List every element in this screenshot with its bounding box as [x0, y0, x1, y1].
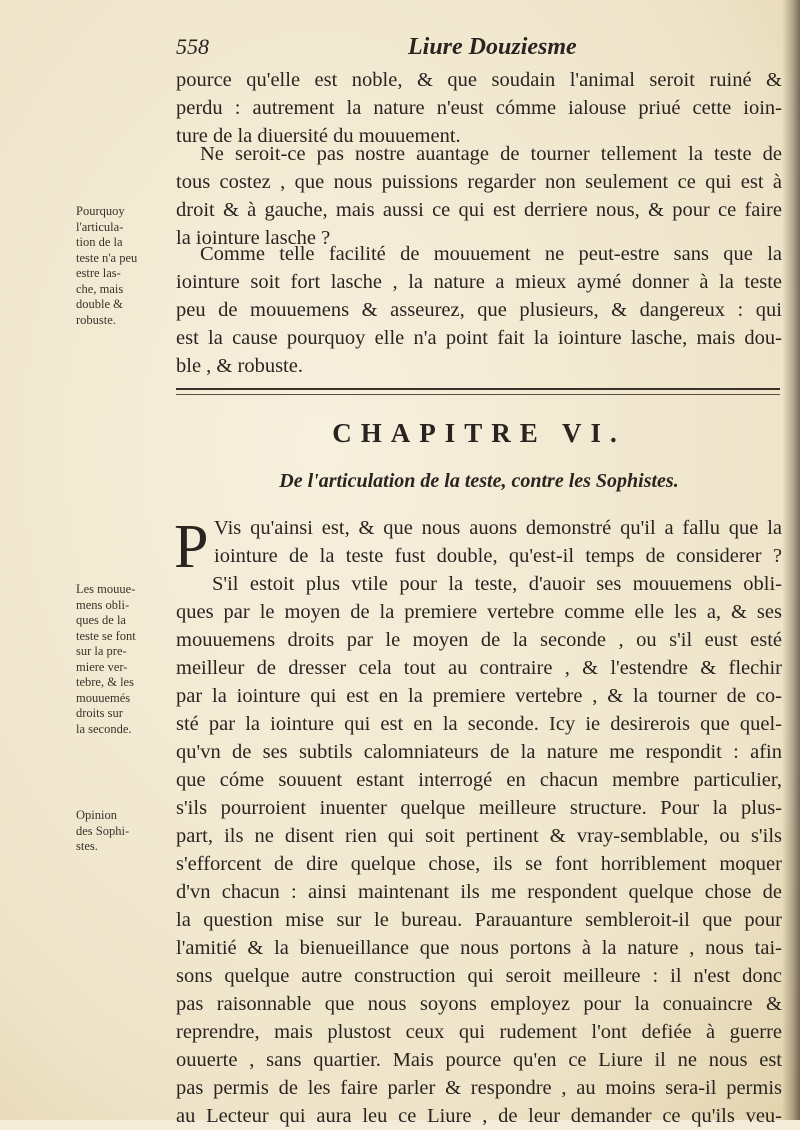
text-line: par la iointure qui est en la premiere vertebre , & la tourner de co- [176, 685, 782, 707]
margin-note-line: che, mais [76, 281, 124, 296]
margin-note-line: Opinion [76, 808, 117, 822]
text-line: s'efforcent de dire quelque chose, ils se font horriblement moquer [176, 853, 782, 875]
margin-note-line: mens obli- [76, 597, 130, 612]
page-header [176, 34, 776, 64]
second-paragraph [176, 140, 782, 252]
text-line: l'amitié & la bienueillance que nous portons à la nature , nous tai- [176, 937, 782, 959]
margin-note-line: l'articula- [76, 219, 124, 234]
top-paragraph [176, 66, 782, 150]
margin-note-line: droits sur [76, 706, 123, 720]
text-line: pas permis de les faire parler & respondre , au moins sera-il permis [176, 1077, 782, 1099]
margin-note [76, 582, 168, 737]
margin-note-line: estre las- [76, 266, 121, 280]
text-line: d'vn chacun : ainsi maintenant ils me respondent quelque chose de [176, 881, 782, 903]
text-line: meilleur de dresser cela tout au contraire , & l'estendre & flechir [176, 657, 782, 679]
margin-note-line: des Sophi- [76, 823, 130, 838]
margin-note-line: teste se font [76, 628, 136, 643]
third-paragraph [176, 240, 782, 380]
margin-note-line: stes. [76, 839, 98, 853]
text-line: part, ils ne disent rien qui soit pertinent & vray-semblable, ou s'ils [176, 825, 782, 847]
drop-cap: P [174, 513, 209, 581]
text-line: peu de mouuemens & asseurez, que plusieurs, & dangereux : qui [176, 299, 782, 321]
text-line: droit & à gauche, mais aussi ce qui est derriere nous, & pour ce faire [176, 199, 782, 221]
margin-note-line: Pourquoy [76, 204, 125, 218]
margin-note-line: teste n'a peu [76, 250, 138, 265]
horizontal-rule [176, 388, 780, 395]
text-line: s'ils pourroient inuenter quelque meilleure structure. Pour la plus- [176, 797, 782, 819]
margin-note-line: Les mouue- [76, 582, 136, 596]
text-line: est la cause pourquoy elle n'a point fait la iointure lasche, mais dou- [176, 327, 782, 349]
margin-note-line: la seconde. [76, 721, 132, 736]
margin-note-line: tebre, & les [76, 675, 134, 689]
margin-note [76, 204, 168, 328]
text-line: Comme telle facilité de mouuement ne peut-estre sans que la [200, 243, 782, 265]
text-line: mouuemens droits par le moyen de la seconde , ou s'il eust esté [176, 629, 782, 651]
margin-note-line: ques de la [76, 613, 126, 627]
margin-note-line: double & [76, 297, 123, 311]
text-line: S'il estoit plus vtile pour la teste, d'auoir ses mouuemens obli- [212, 573, 782, 595]
chapter-opening-lines [214, 514, 782, 570]
text-line: ques par le moyen de la premiere vertebre comme elle les a, & ses [176, 601, 782, 623]
margin-note [76, 808, 168, 855]
text-line: Ne seroit-ce pas nostre auantage de tourner tellement la teste de [200, 143, 782, 165]
text-line: tous costez , que nous puissions regarder non seulement ce qui est à [176, 171, 782, 193]
margin-note-line: tion de la [76, 235, 123, 249]
text-line: sté par la iointure qui est en la seconde. Icy ie desirerois que quel- [176, 713, 782, 735]
margin-note-line: sur la pre- [76, 644, 127, 658]
text-line: reprendre, mais plustost ceux qui rudement l'ont defiée à guerre [176, 1021, 782, 1043]
running-title: Liure Douziesme [408, 34, 577, 60]
chapter-body [176, 570, 782, 1130]
chapter-subtitle: De l'articulation de la teste, contre les Sophistes. [279, 470, 679, 492]
page-number: 558 [176, 34, 209, 59]
text-line: ouuerte , sans quartier. Mais pource qu'en ce Liure il ne nous est [176, 1049, 782, 1071]
text-line: pource qu'elle est noble, & que soudain l'animal seroit ruiné & [176, 69, 782, 91]
text-line: iointure de la teste fust double, qu'est-il temps de considerer ? [214, 545, 782, 567]
margin-note-line: miere ver- [76, 659, 128, 674]
text-line: iointure soit fort lasche , la nature a mieux aymé donner à la teste [176, 271, 782, 293]
text-line: qu'vn de ses subtils calomniateurs de la nature me respondit : afin [176, 741, 782, 763]
text-line: pas raisonnable que nous soyons employez pour la conuaincre & [176, 993, 782, 1015]
text-line: Vis qu'ainsi est, & que nous auons demonstré qu'il a fallu que la [214, 517, 782, 539]
text-line: au Lecteur qui aura leu ce Liure , de leur demander ce qu'ils veu- [176, 1105, 782, 1127]
text-line: ble , & robuste. [176, 355, 303, 377]
text-line: la iointure lasche ? [176, 227, 331, 249]
margin-note-line: mouuemés [76, 690, 131, 705]
page-edge-shadow [782, 0, 800, 1120]
margin-note-line: robuste. [76, 312, 116, 327]
text-line: que cóme souuent estant interrogé en chacun membre particulier, [176, 769, 782, 791]
text-line: sons quelque autre construction qui seroit meilleure : il n'est donc [176, 965, 782, 987]
chapter-heading: CHAPITRE VI. [332, 418, 626, 448]
text-line: la question mise sur le bureau. Parauanture sembleroit-il que pour [176, 909, 782, 931]
text-line: ture de la diuersité du mouuement. [176, 125, 461, 147]
text-line: perdu : autrement la nature n'eust cómme ialouse priué cette ioin- [176, 97, 782, 119]
